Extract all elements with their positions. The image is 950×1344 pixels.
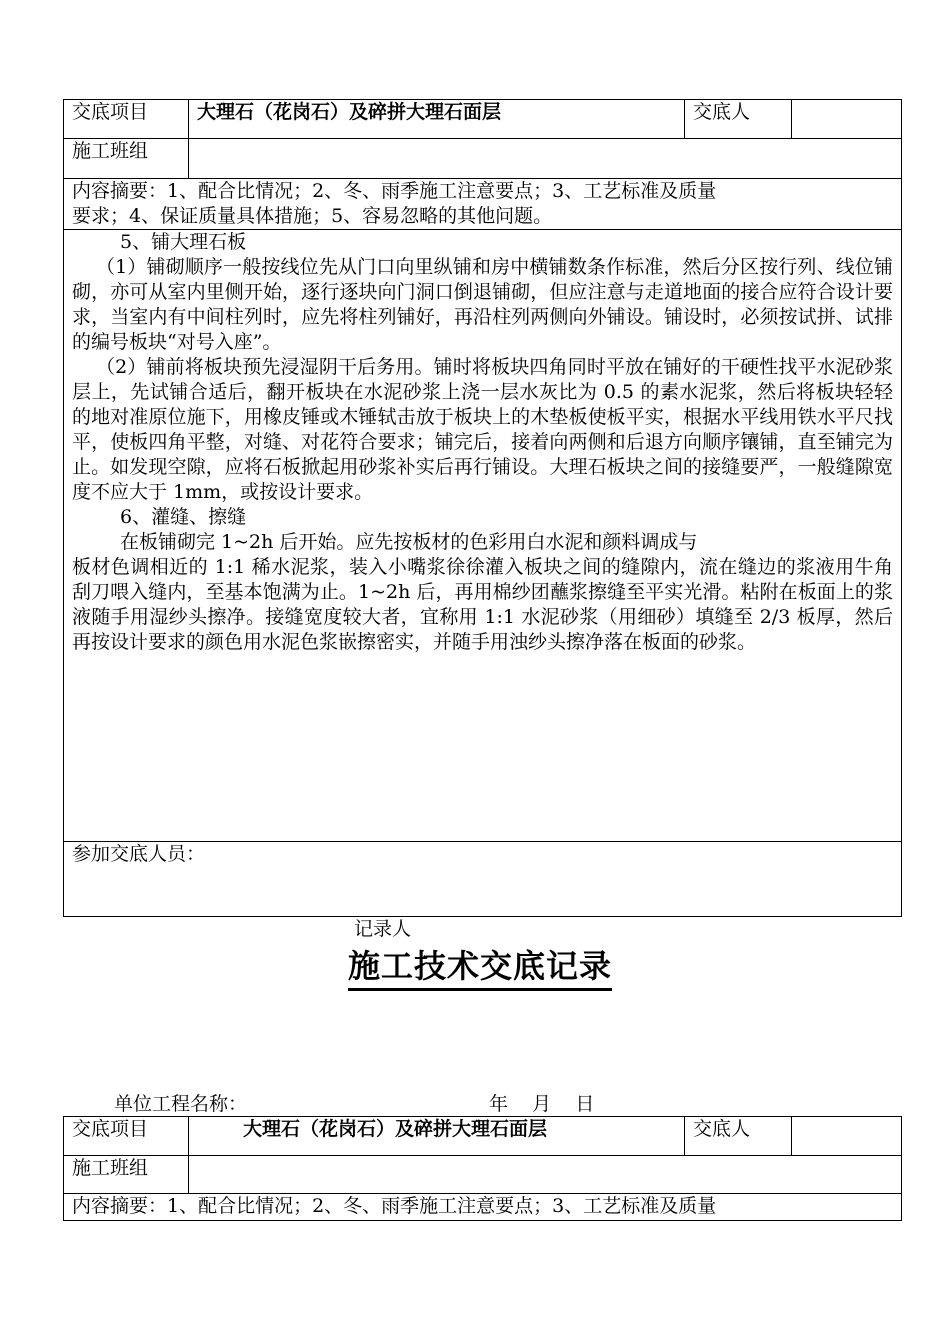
team-label-2: 施工班组 bbox=[64, 1156, 189, 1194]
record-table-1 bbox=[63, 99, 902, 917]
date-label: 年 月 日 bbox=[489, 1093, 595, 1115]
item-value: 大理石（花岗石）及碎拼大理石面层 bbox=[189, 100, 685, 139]
participants-cell: 参加交底人员： bbox=[64, 842, 902, 917]
paragraph-1: （1）铺砌顺序一般按线位先从门口向里纵铺和房中横铺数条作标准，然后分区按行列、线位铺砌，亦可从室内里侧开始，逐行逐块向门洞口倒退铺砌，但应注意与走道地面的接合应符合设计要求，当室内有中间柱列时，应先将柱列铺好，再沿柱列两侧向外铺设。铺设时，必须按试拼、试排的编号板块“对号入座”。 bbox=[72, 256, 893, 353]
record-table-2 bbox=[63, 1116, 902, 1221]
paragraph-3a: 在板铺砌完 1~2h 后开始。应先按板材的色彩用白水泥和颜料调成与 bbox=[120, 531, 698, 553]
item-label-2: 交底项目 bbox=[64, 1117, 189, 1156]
person-label: 交底人 bbox=[685, 100, 792, 139]
document-title: 施工技术交底记录 bbox=[348, 944, 612, 991]
summary-line-2: 要求；4、保证质量具体措施；5、容易忽略的其他问题。 bbox=[72, 205, 553, 227]
item-value-2: 大理石（花岗石）及碎拼大理石面层 bbox=[189, 1117, 685, 1156]
heading-5: 5、铺大理石板 bbox=[120, 231, 247, 253]
person-value-2 bbox=[792, 1117, 902, 1156]
paragraph-3b: 板材色调相近的 1:1 稀水泥浆，装入小嘴浆徐徐灌入板块之间的缝隙内，流在缝边的浆液用牛角刮刀喂入缝内，至基本饱满为止。1~2h 后，再用棉纱团蘸浆擦缝至平实光滑。粘附在板面上的浆液随手用湿纱头擦净。接缝宽度较大者，宜称用 1:1 水泥砂浆（用细砂）填缝至 2/3 板厚，然后再按设计要求的颜色用水泥色浆嵌擦密实，并随手用浊纱头擦净落在板面的砂浆。 bbox=[72, 556, 893, 653]
team-value bbox=[189, 139, 902, 179]
person-value bbox=[792, 100, 902, 139]
unit-project-label: 单位工程名称： bbox=[114, 1093, 248, 1115]
item-label: 交底项目 bbox=[64, 100, 189, 139]
summary-line-1: 内容摘要：1、配合比情况；2、冬、雨季施工注意要点；3、工艺标准及质量 bbox=[72, 180, 717, 202]
person-label-2: 交底人 bbox=[685, 1117, 792, 1156]
recorder-label: 记录人 bbox=[354, 918, 412, 940]
summary-cell bbox=[64, 179, 902, 230]
heading-6: 6、灌缝、擦缝 bbox=[120, 506, 247, 528]
content-cell bbox=[64, 230, 902, 842]
paragraph-2: （2）铺前将板块预先浸湿阴干后务用。铺时将板块四角同时平放在铺好的干硬性找平水泥砂浆层上，先试铺合适后，翻开板块在水泥砂浆上浇一层水灰比为 0.5 的素水泥浆，然后将板块轻轻的地对准原位施下，用橡皮锤或木锤轼击放于板块上的木垫板使板平实，根据水平线用铁水平尺找平，使板四角平整，对缝、对花符合要求；铺完后，接着向两侧和后退方向顺序镶铺，直至铺完为止。如发现空隙，应将石板掀起用砂浆补实后再行铺设。大理石板块之间的接缝要严，一般缝隙宽度不应大于 1mm，或按设计要求。 bbox=[72, 356, 893, 503]
team-label: 施工班组 bbox=[64, 139, 189, 179]
team-value-2 bbox=[189, 1156, 902, 1194]
summary-line-2-1: 内容摘要：1、配合比情况；2、冬、雨季施工注意要点；3、工艺标准及质量 bbox=[64, 1194, 902, 1221]
